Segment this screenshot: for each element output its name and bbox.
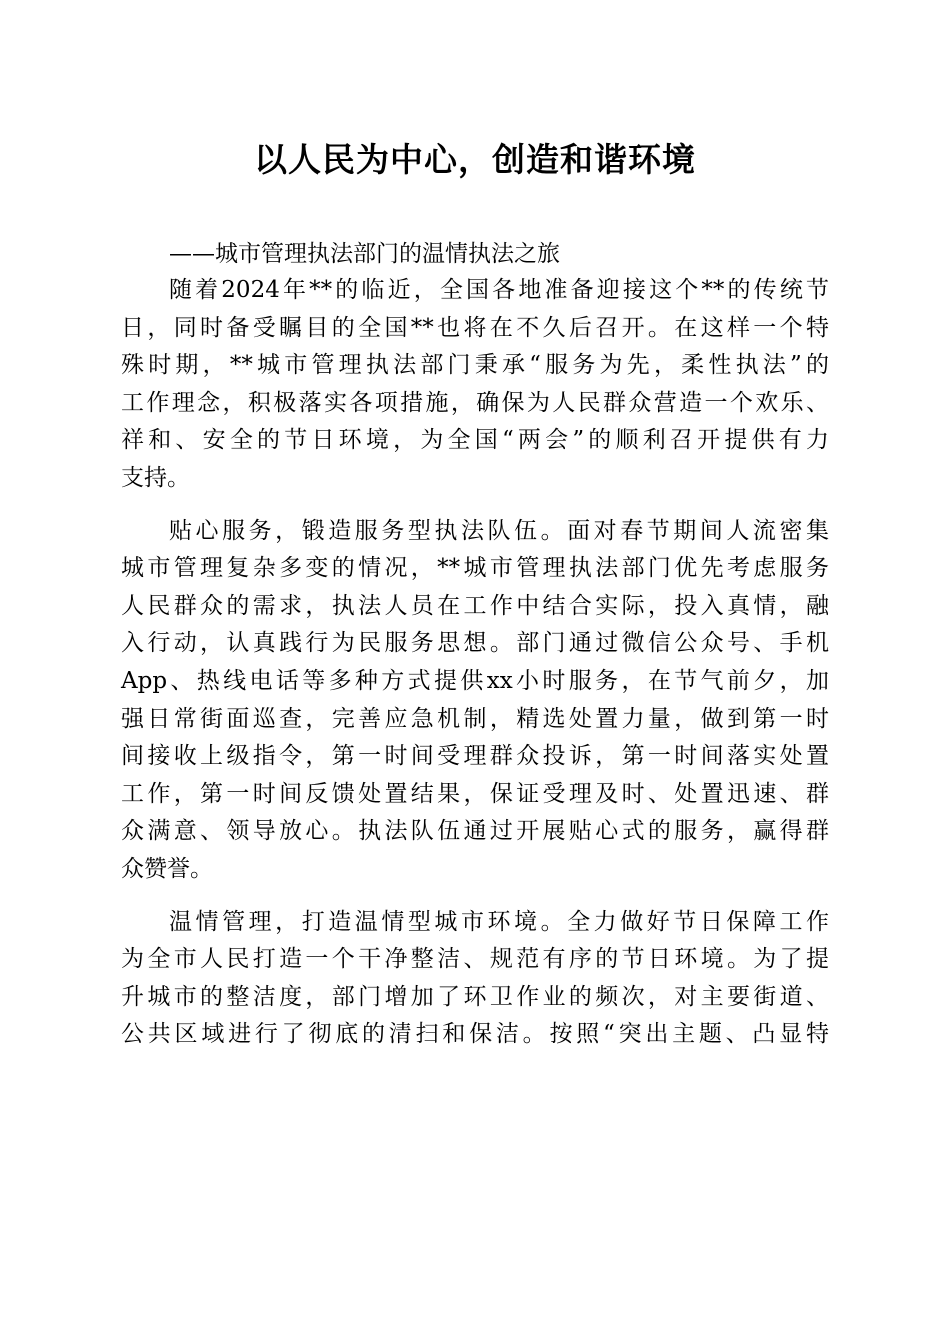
paragraph-line: 温情管理，打造温情型城市环境。全力做好节日保障工作 xyxy=(169,908,829,935)
paragraph-line: App、热线电话等多种方式提供xx小时服务，在节气前夕，加 xyxy=(121,667,829,694)
paragraph-line: 人民群众的需求，执法人员在工作中结合实际，投入真情，融 xyxy=(121,592,829,619)
document-title: 以人民为中心，创造和谐环境 xyxy=(254,140,696,179)
paragraph-line: 公共区域进行了彻底的清扫和保洁。按照“突出主题、凸显特 xyxy=(121,1021,829,1048)
paragraph-line: 贴心服务，锻造服务型执法队伍。面对春节期间人流密集 xyxy=(169,517,829,544)
paragraph-line: 祥和、安全的节日环境，为全国“两会”的顺利召开提供有力 xyxy=(121,427,829,454)
paragraph-line: 入行动，认真践行为民服务思想。部门通过微信公众号、手机 xyxy=(121,630,829,657)
paragraph-line: 工作理念，积极落实各项措施，确保为人民群众营造一个欢乐、 xyxy=(121,389,829,416)
paragraph-line: 众赞誉。 xyxy=(121,855,213,882)
paragraph-line: 随着2024年**的临近，全国各地准备迎接这个**的传统节 xyxy=(169,277,829,303)
paragraph xyxy=(121,904,829,1054)
paragraph-line: 城市管理复杂多变的情况，**城市管理执法部门优先考虑服务 xyxy=(121,555,829,582)
document-body xyxy=(121,236,829,1054)
paragraph-line: 为全市人民打造一个干净整洁、规范有序的节日环境。为了提 xyxy=(121,946,829,973)
paragraph-line: 间接收上级指令，第一时间受理群众投诉，第一时间落实处置 xyxy=(121,743,829,770)
paragraph-line: 众满意、领导放心。执法队伍通过开展贴心式的服务，赢得群 xyxy=(121,818,829,845)
paragraph-line: 支持。 xyxy=(121,464,190,491)
paragraph-line: 日，同时备受瞩目的全国**也将在不久后召开。在这样一个特 xyxy=(121,314,829,341)
paragraph-line: 升城市的整洁度，部门增加了环卫作业的频次，对主要街道、 xyxy=(121,983,829,1010)
paragraph xyxy=(121,272,829,498)
paragraph-line: 工作，第一时间反馈处置结果，保证受理及时、处置迅速、群 xyxy=(121,780,829,807)
document-subtitle: ——城市管理执法部门的温情执法之旅 xyxy=(169,241,560,267)
paragraph xyxy=(121,513,829,889)
paragraph-line: 殊时期，**城市管理执法部门秉承“服务为先，柔性执法”的 xyxy=(121,352,829,379)
paragraph-line: 强日常街面巡查，完善应急机制，精选处置力量，做到第一时 xyxy=(121,705,829,732)
